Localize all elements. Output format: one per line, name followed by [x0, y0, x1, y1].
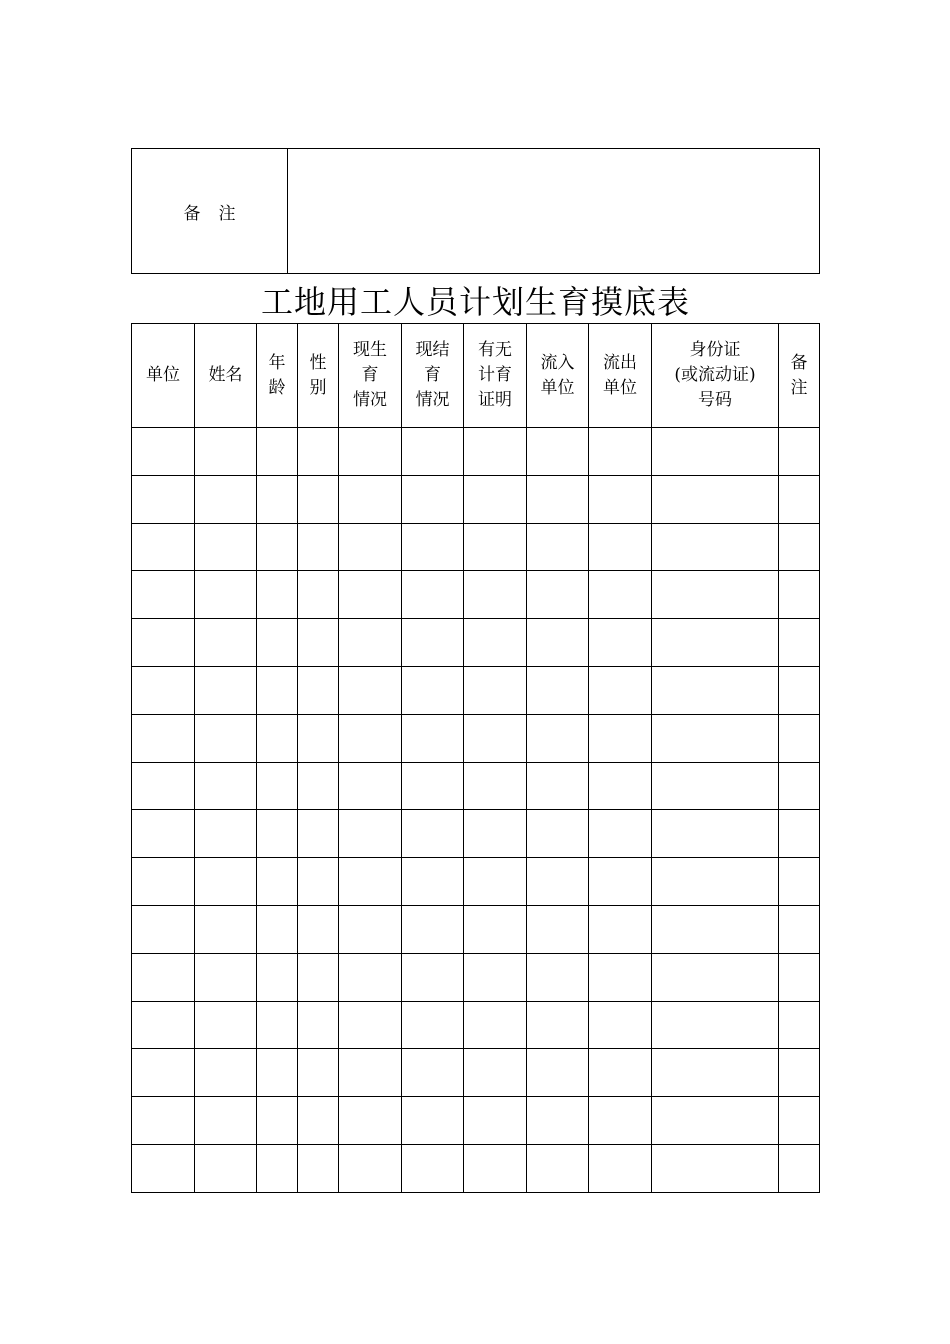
table-cell[interactable] [339, 714, 402, 762]
table-cell[interactable] [195, 666, 257, 714]
table-row [132, 1049, 820, 1097]
table-cell[interactable] [132, 1097, 195, 1145]
table-cell[interactable] [257, 475, 298, 523]
table-cell[interactable] [527, 810, 589, 858]
remarks-content-field[interactable] [288, 149, 820, 274]
table-cell[interactable] [779, 475, 820, 523]
table-cell[interactable] [589, 619, 652, 667]
table-cell[interactable] [132, 666, 195, 714]
table-cell[interactable] [298, 428, 339, 476]
column-header-line: 情况 [415, 390, 450, 410]
table-cell[interactable] [132, 571, 195, 619]
table-cell[interactable] [257, 714, 298, 762]
table-cell[interactable] [589, 1144, 652, 1192]
table-cell[interactable] [589, 762, 652, 810]
table-cell[interactable] [339, 571, 402, 619]
table-cell[interactable] [527, 1144, 589, 1192]
table-cell[interactable] [589, 1001, 652, 1049]
table-cell[interactable] [779, 523, 820, 571]
table-cell[interactable] [652, 571, 779, 619]
table-cell[interactable] [402, 428, 464, 476]
table-cell[interactable] [779, 762, 820, 810]
table-cell[interactable] [402, 619, 464, 667]
table-cell[interactable] [527, 1097, 589, 1145]
column-header-line: 性 [309, 352, 327, 373]
column-header-line: 计育 [478, 365, 512, 385]
table-cell[interactable] [195, 858, 257, 906]
table-cell[interactable] [257, 1001, 298, 1049]
survey-table [131, 323, 820, 1193]
table-cell[interactable] [132, 762, 195, 810]
column-header-line: 育 [361, 365, 379, 385]
table-cell[interactable] [195, 1097, 257, 1145]
table-cell[interactable] [779, 571, 820, 619]
table-cell[interactable] [527, 1001, 589, 1049]
column-header [589, 324, 652, 428]
table-cell[interactable] [132, 428, 195, 476]
table-cell[interactable] [464, 714, 527, 762]
table-cell[interactable] [402, 571, 464, 619]
table-cell[interactable] [464, 475, 527, 523]
table-cell[interactable] [779, 714, 820, 762]
table-cell[interactable] [589, 475, 652, 523]
table-row [132, 858, 820, 906]
table-cell[interactable] [589, 714, 652, 762]
table-cell[interactable] [257, 428, 298, 476]
table-cell[interactable] [195, 428, 257, 476]
table-row [132, 714, 820, 762]
table-cell[interactable] [298, 1049, 339, 1097]
table-row [132, 810, 820, 858]
table-cell[interactable] [257, 858, 298, 906]
table-cell[interactable] [132, 905, 195, 953]
table-cell[interactable] [257, 1049, 298, 1097]
document-title: 工地用工人员计划生育摸底表 [260, 283, 690, 321]
table-cell[interactable] [257, 666, 298, 714]
table-row [132, 1097, 820, 1145]
column-header [298, 324, 339, 428]
table-cell[interactable] [779, 619, 820, 667]
table-cell[interactable] [402, 1097, 464, 1145]
column-header-line: 龄 [268, 377, 286, 398]
table-cell[interactable] [298, 762, 339, 810]
column-header-line: (或流动证) [674, 365, 756, 385]
table-cell[interactable] [132, 810, 195, 858]
column-header [779, 324, 820, 428]
column-header-line: 单位 [603, 377, 637, 398]
table-cell[interactable] [339, 1144, 402, 1192]
column-header-line: 身份证 [689, 340, 741, 360]
table-cell[interactable] [132, 858, 195, 906]
table-cell[interactable] [652, 762, 779, 810]
column-header [339, 324, 402, 428]
column-header-line: 号码 [698, 390, 732, 410]
table-row [132, 571, 820, 619]
table-cell[interactable] [402, 858, 464, 906]
table-cell[interactable] [779, 905, 820, 953]
table-cell[interactable] [195, 1049, 257, 1097]
column-header-line: 单位 [540, 377, 575, 398]
table-cell[interactable] [298, 1144, 339, 1192]
table-header-row [132, 324, 820, 428]
table-cell[interactable] [527, 858, 589, 906]
table-cell[interactable] [132, 619, 195, 667]
table-row [132, 666, 820, 714]
table-row [132, 1001, 820, 1049]
table-cell[interactable] [339, 810, 402, 858]
column-header-line: 别 [309, 377, 327, 398]
column-header-line: 现结 [415, 340, 450, 360]
table-cell[interactable] [298, 858, 339, 906]
table-cell[interactable] [779, 810, 820, 858]
table-cell[interactable] [257, 953, 298, 1001]
table-cell[interactable] [527, 666, 589, 714]
table-cell[interactable] [652, 619, 779, 667]
table-cell[interactable] [589, 523, 652, 571]
table-cell[interactable] [402, 953, 464, 1001]
column-header-line: 有无 [478, 340, 512, 360]
table-cell[interactable] [339, 905, 402, 953]
table-cell[interactable] [132, 1144, 195, 1192]
table-cell[interactable] [132, 475, 195, 523]
table-cell[interactable] [195, 619, 257, 667]
table-cell[interactable] [589, 428, 652, 476]
table-cell[interactable] [527, 523, 589, 571]
table-cell[interactable] [652, 1001, 779, 1049]
table-cell[interactable] [402, 1001, 464, 1049]
table-cell[interactable] [779, 428, 820, 476]
table-cell[interactable] [257, 810, 298, 858]
table-cell[interactable] [195, 714, 257, 762]
table-row [132, 619, 820, 667]
table-cell[interactable] [527, 428, 589, 476]
table-cell[interactable] [339, 953, 402, 1001]
table-cell[interactable] [652, 1144, 779, 1192]
table-cell[interactable] [402, 666, 464, 714]
table-cell[interactable] [589, 810, 652, 858]
table-cell[interactable] [402, 905, 464, 953]
table-cell[interactable] [464, 1144, 527, 1192]
table-cell[interactable] [779, 1001, 820, 1049]
table-cell[interactable] [402, 475, 464, 523]
table-cell[interactable] [339, 666, 402, 714]
table-cell[interactable] [298, 523, 339, 571]
column-header-line: 证明 [478, 390, 512, 410]
table-cell[interactable] [652, 1097, 779, 1145]
table-cell[interactable] [339, 1001, 402, 1049]
table-cell[interactable] [298, 1097, 339, 1145]
column-header [257, 324, 298, 428]
table-cell[interactable] [339, 475, 402, 523]
table-row [132, 428, 820, 476]
table-cell[interactable] [652, 1049, 779, 1097]
table-cell[interactable] [779, 666, 820, 714]
table-cell[interactable] [195, 905, 257, 953]
table-cell[interactable] [298, 571, 339, 619]
table-cell[interactable] [402, 523, 464, 571]
remarks-row [132, 149, 820, 274]
table-cell[interactable] [652, 428, 779, 476]
table-cell[interactable] [339, 428, 402, 476]
table-cell[interactable] [339, 1097, 402, 1145]
table-body [132, 428, 820, 1193]
table-cell[interactable] [257, 762, 298, 810]
table-cell[interactable] [298, 475, 339, 523]
table-cell[interactable] [339, 619, 402, 667]
table-cell[interactable] [132, 1001, 195, 1049]
table-row [132, 905, 820, 953]
table-cell[interactable] [464, 858, 527, 906]
column-header-line: 姓名 [208, 365, 243, 385]
table-cell[interactable] [589, 1097, 652, 1145]
table-cell[interactable] [527, 571, 589, 619]
table-cell[interactable] [464, 1097, 527, 1145]
table-cell[interactable] [464, 666, 527, 714]
table-cell[interactable] [132, 953, 195, 1001]
table-cell[interactable] [298, 905, 339, 953]
table-cell[interactable] [779, 1097, 820, 1145]
column-header [527, 324, 589, 428]
table-cell[interactable] [402, 714, 464, 762]
column-header [652, 324, 779, 428]
table-cell[interactable] [402, 1049, 464, 1097]
table-cell[interactable] [589, 953, 652, 1001]
table-cell[interactable] [527, 905, 589, 953]
column-header-line: 流入 [540, 352, 575, 373]
column-header-line: 育 [424, 365, 441, 385]
remarks-label: 备注 [132, 149, 288, 274]
table-cell[interactable] [589, 905, 652, 953]
table-cell[interactable] [652, 953, 779, 1001]
table-row [132, 762, 820, 810]
table-cell[interactable] [132, 523, 195, 571]
remarks-box [131, 148, 820, 274]
table-cell[interactable] [339, 1049, 402, 1097]
table-cell[interactable] [779, 858, 820, 906]
table-cell[interactable] [195, 523, 257, 571]
table-cell[interactable] [464, 953, 527, 1001]
table-cell[interactable] [339, 523, 402, 571]
table-cell[interactable] [195, 475, 257, 523]
table-cell[interactable] [464, 619, 527, 667]
table-cell[interactable] [779, 1144, 820, 1192]
column-header-line: 单位 [146, 365, 180, 385]
table-cell[interactable] [652, 858, 779, 906]
table-cell[interactable] [779, 1049, 820, 1097]
table-cell[interactable] [527, 714, 589, 762]
table-cell[interactable] [464, 428, 527, 476]
table-cell[interactable] [652, 523, 779, 571]
table-cell[interactable] [298, 666, 339, 714]
table-cell[interactable] [257, 619, 298, 667]
column-header-line: 流出 [603, 352, 637, 373]
table-cell[interactable] [652, 905, 779, 953]
table-cell[interactable] [195, 1001, 257, 1049]
table-cell[interactable] [257, 523, 298, 571]
table-cell[interactable] [298, 619, 339, 667]
table-cell[interactable] [195, 1144, 257, 1192]
table-cell[interactable] [257, 1097, 298, 1145]
table-cell[interactable] [298, 714, 339, 762]
table-cell[interactable] [257, 571, 298, 619]
table-cell[interactable] [257, 1144, 298, 1192]
table-cell[interactable] [589, 571, 652, 619]
table-cell[interactable] [195, 762, 257, 810]
table-row [132, 523, 820, 571]
table-cell[interactable] [464, 571, 527, 619]
column-header-line: 情况 [353, 390, 387, 410]
table-cell[interactable] [339, 762, 402, 810]
table-cell[interactable] [464, 523, 527, 571]
column-header [464, 324, 527, 428]
table-cell[interactable] [402, 1144, 464, 1192]
table-cell[interactable] [589, 1049, 652, 1097]
table-cell[interactable] [298, 810, 339, 858]
table-cell[interactable] [527, 1049, 589, 1097]
table-cell[interactable] [779, 953, 820, 1001]
table-cell[interactable] [589, 666, 652, 714]
column-header [402, 324, 464, 428]
column-header-line: 注 [790, 377, 808, 398]
table-cell[interactable] [464, 810, 527, 858]
column-header [132, 324, 195, 428]
table-cell[interactable] [527, 619, 589, 667]
table-cell[interactable] [195, 810, 257, 858]
table-cell[interactable] [464, 905, 527, 953]
column-header-line: 现生 [353, 340, 387, 360]
table-cell[interactable] [464, 1001, 527, 1049]
table-cell[interactable] [402, 762, 464, 810]
table-row [132, 1144, 820, 1192]
table-cell[interactable] [527, 953, 589, 1001]
table-cell[interactable] [298, 953, 339, 1001]
table-cell[interactable] [652, 475, 779, 523]
column-header-line: 备 [790, 352, 808, 373]
table-cell[interactable] [527, 762, 589, 810]
column-header-line: 年 [268, 352, 286, 373]
table-cell[interactable] [402, 810, 464, 858]
table-cell[interactable] [652, 714, 779, 762]
table-cell[interactable] [195, 953, 257, 1001]
table-row [132, 953, 820, 1001]
column-header [195, 324, 257, 428]
table-cell[interactable] [132, 714, 195, 762]
table-cell[interactable] [589, 858, 652, 906]
table-cell[interactable] [257, 905, 298, 953]
table-row [132, 475, 820, 523]
table-cell[interactable] [298, 1001, 339, 1049]
table-cell[interactable] [195, 571, 257, 619]
table-cell[interactable] [464, 1049, 527, 1097]
table-cell[interactable] [132, 1049, 195, 1097]
table-cell[interactable] [339, 858, 402, 906]
table-cell[interactable] [464, 762, 527, 810]
table-cell[interactable] [652, 810, 779, 858]
table-cell[interactable] [652, 666, 779, 714]
table-cell[interactable] [527, 475, 589, 523]
